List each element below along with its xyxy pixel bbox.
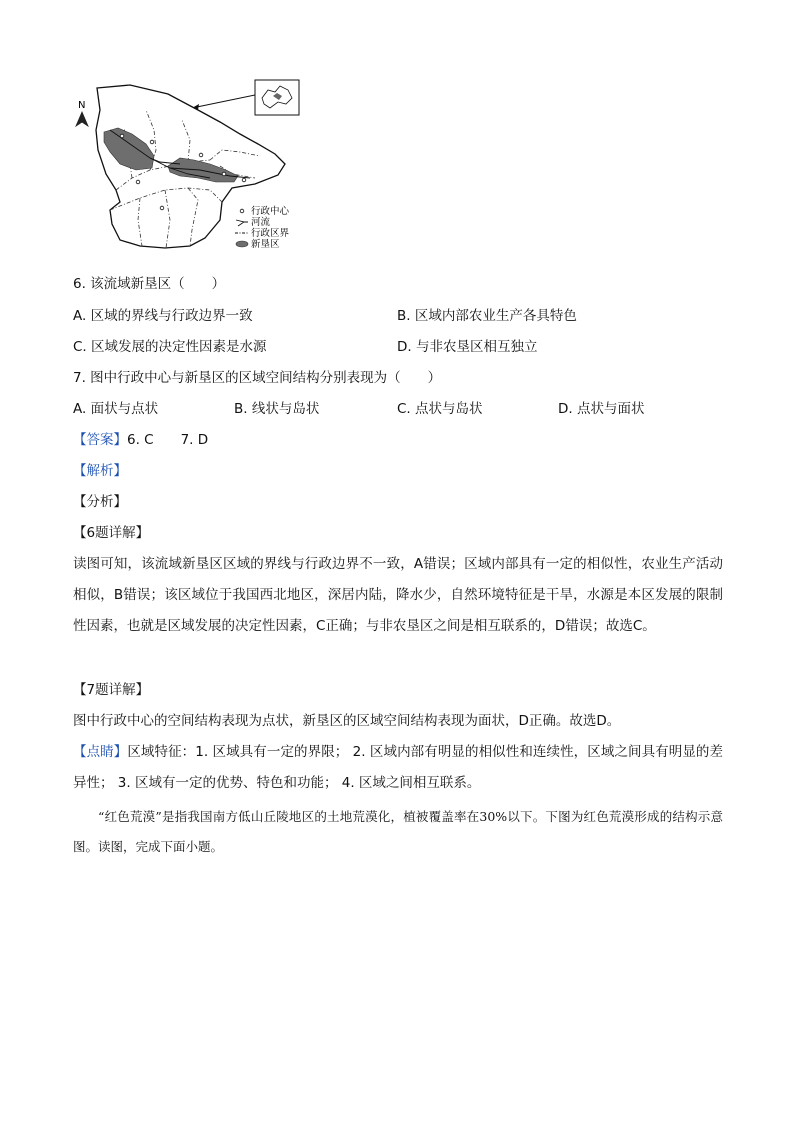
detail-6-text: 读图可知，该流域新垦区区域的界线与行政边界不一致，A错误；区域内部具有一定的相似性，农业生产活动相似，B错误；该区域位于我国西北地区，深居内陆，降水少，自然环境特征是干旱，水源是本区发展的限制性因素，也就是区域发展的决定性因素，C正确；与非农垦区之间是相互联系的，D错误；故选C。 [73, 556, 723, 634]
legend-center-icon [240, 209, 244, 213]
legend-reclaimed-icon [236, 241, 248, 247]
next-question-intro: “红色荒漠”是指我国南方低山丘陵地区的土地荒漠化，植被覆盖率在30%以下。下图为红色荒漠形成的结构示意图。读图，完成下面小题。 [73, 809, 723, 854]
q7-stem: 7. 图中行政中心与新垦区的区域空间结构分别表现为（ ） [73, 370, 442, 386]
q6-stem: 6. 该流域新垦区（ ） [73, 276, 226, 292]
dianjing-tag: 【点睛】 [73, 744, 128, 760]
q6-option-d: D. 与非农垦区相互独立 [397, 339, 538, 355]
legend-boundary-label: 行政区界 [251, 228, 290, 239]
analysis-tag: 【解析】 [73, 463, 127, 479]
legend-river-icon [236, 220, 248, 226]
inset-map [255, 80, 299, 115]
detail-7-tag: 【7题详解】 [73, 682, 150, 698]
answer-tag: 【答案】 [73, 432, 127, 448]
q7-option-a: A. 面状与点状 [73, 401, 159, 417]
answer-text: 6. C 7. D [127, 432, 209, 448]
inset-pointer [192, 95, 255, 108]
legend-river-label: 河流 [251, 217, 271, 228]
dianjing-block [73, 737, 723, 799]
map-legend [235, 205, 290, 250]
north-label: N [78, 100, 86, 111]
north-arrow-icon [76, 100, 88, 126]
legend-center-label: 行政中心 [251, 206, 290, 217]
q6-option-c: C. 区域发展的决定性因素是水源 [73, 339, 267, 355]
river-basin-map [70, 70, 332, 256]
q7-option-d: D. 点状与面状 [558, 401, 645, 417]
legend-reclaimed-label: 新垦区 [251, 239, 280, 250]
answer-line [73, 431, 208, 449]
q6-option-a: A. 区域的界线与行政边界一致 [73, 308, 253, 324]
detail-6-tag: 【6题详解】 [73, 525, 150, 541]
dianjing-text: 区域特征：1. 区域具有一定的界限； 2. 区域内部有明显的相似性和连续性，区域之间具有明显的差异性； 3. 区域有一定的优势、特色和功能； 4. 区域之间相互联系。 [73, 744, 724, 791]
fenxi-tag: 【分析】 [73, 494, 127, 510]
q7-option-c: C. 点状与岛状 [397, 401, 483, 417]
q7-option-b: B. 线状与岛状 [234, 401, 320, 417]
detail-7-text: 图中行政中心的空间结构表现为点状，新垦区的区域空间结构表现为面状，D正确。故选D。 [73, 713, 621, 729]
q6-option-b: B. 区域内部农业生产各具特色 [397, 308, 577, 324]
